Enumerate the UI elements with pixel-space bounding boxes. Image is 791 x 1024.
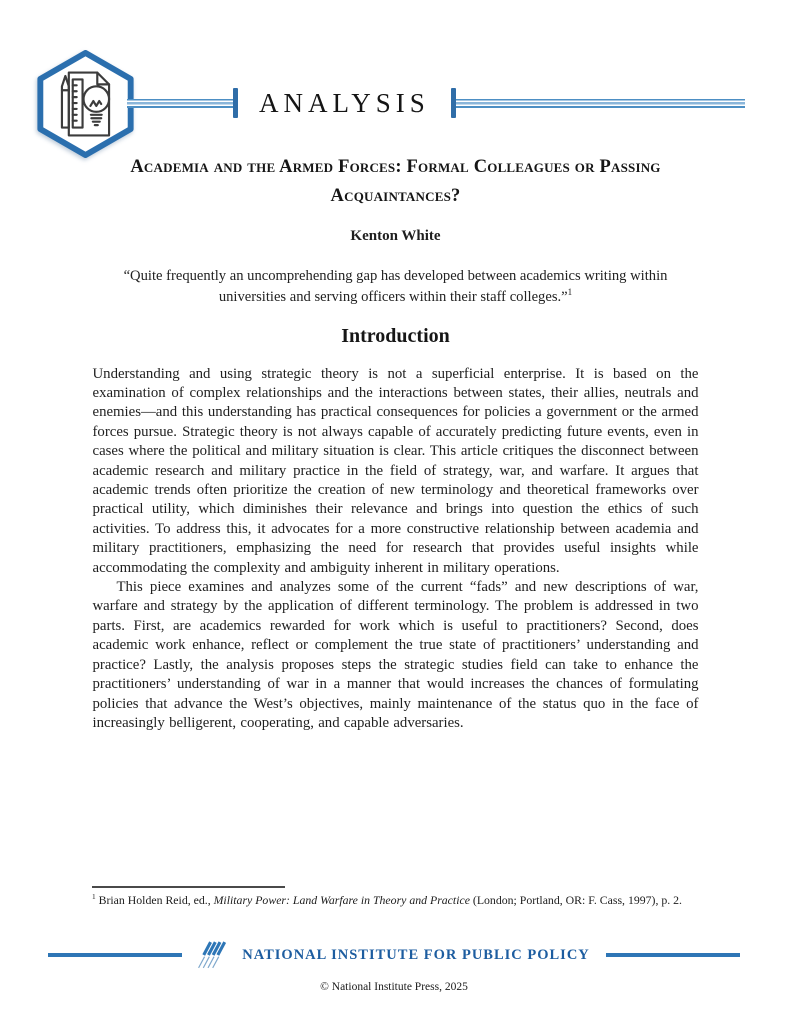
- epigraph-text: “Quite frequently an uncomprehending gap has developed between academics writing within universities and serving officers within their staff colleges.”: [123, 268, 668, 305]
- section-heading-introduction: Introduction: [341, 325, 450, 347]
- footnote-prefix: Brian Holden Reid, ed.,: [95, 893, 214, 907]
- paragraph-1: Understanding and using strategic theory is not a superficial enterprise. It is based on the examination of complex relationships and the interactions between states, their allies, neutrals and enemies—and this understanding has practical consequences for policies a government or the armed forces pursue. Strategic theory is not always capable of accurately predicting future events, even in cases where the political and military situation is clear. This article critiques the disconnect between academic research and military practice in the field of strategy, war, and warfare. It argues that academic trends often prioritize the creation of new terminology and theoretical frameworks over practical utility, which diminishes their relevance and brings into question the ethics of such activities. To address this, it advocates for a more constructive relationship between academia and military practitioners, emphasizing the need for research that provides useful insights while accommodating the complexity and ambiguity inherent in military operations.: [92, 365, 699, 576]
- article-body: [93, 365, 699, 734]
- epigraph-quote: [91, 266, 701, 308]
- analysis-banner: [127, 88, 745, 118]
- article-title: Academia and the Armed Forces: Formal Colleagues or Passing Acquaintances?: [130, 157, 661, 206]
- footnote-marker: 1: [92, 892, 96, 902]
- epigraph-footnote-ref: 1: [567, 287, 573, 298]
- paragraph-2: This piece examines and analyzes some of the current “fads” and new descriptions of war, warfare and strategy by the application of different terminology. The problem is addressed in two parts. First, are academics rewarded for work which is useful to practitioners? Second, does academic work enhance, reflect or complement the true state of practitioners’ understanding and practice? Lastly, the analysis proposes steps the strategic studies field can take to enhance the practitioners’ understanding of war in a manner that would increases the chances of formulating policies that advance the West’s objectives, mainly maintenance of the status quo in the face of increasingly belligerent, cooperating, and capable adversaries.: [92, 579, 699, 731]
- banner-stripe-left: [127, 99, 233, 108]
- footer-brand-text: NATIONAL INSTITUTE FOR PUBLIC POLICY: [242, 946, 590, 963]
- footer-brand-row: [48, 940, 740, 970]
- banner-stripe-right: [456, 99, 745, 108]
- nipp-diagonal-stripes-logo-icon: [196, 940, 232, 970]
- copyright-text: © National Institute Press, 2025: [320, 981, 468, 993]
- footer-rule-left: [48, 953, 182, 957]
- page-footer: [48, 940, 740, 993]
- banner-label: ANALYSIS: [259, 87, 430, 118]
- footer-rule-right: [606, 953, 740, 957]
- footnote-1: [92, 893, 712, 908]
- analysis-hexagon-logo-icon: [36, 50, 135, 158]
- footnote-work-title: Military Power: Land Warfare in Theory and Practice: [213, 893, 470, 907]
- footnote-block: [92, 886, 712, 908]
- footnote-separator-rule: [92, 886, 285, 888]
- article-author: Kenton White: [350, 228, 441, 244]
- footnote-suffix: (London; Portland, OR: F. Cass, 1997), p. 2.: [469, 893, 683, 907]
